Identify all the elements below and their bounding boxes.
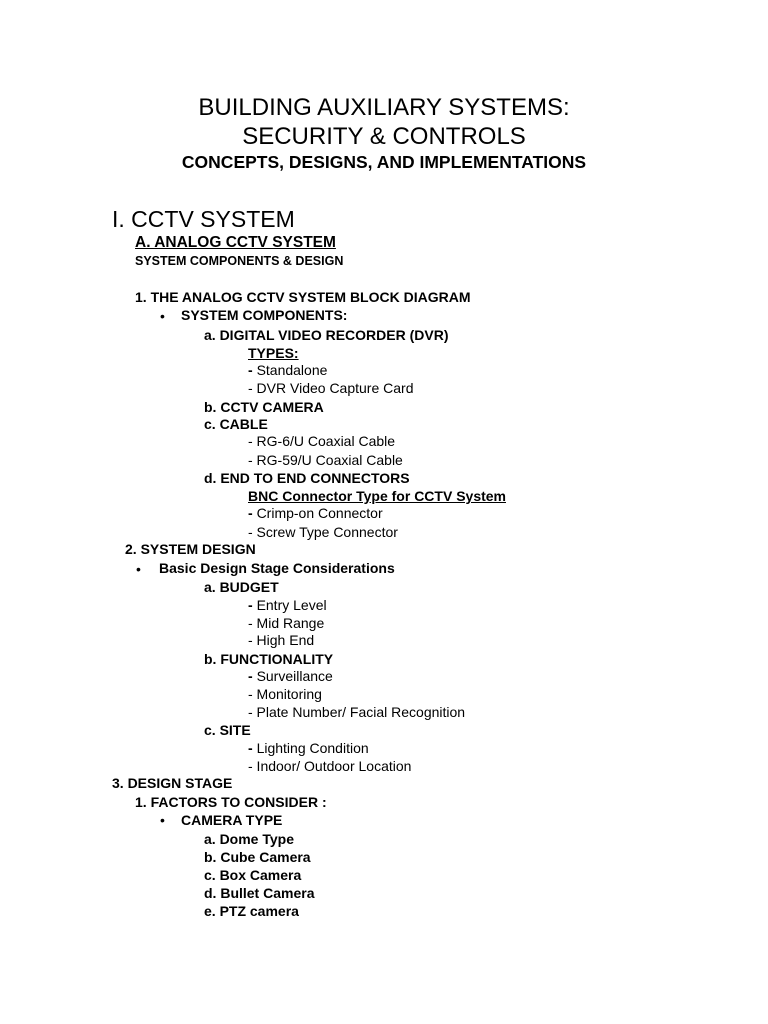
- dash-marker: -: [248, 740, 257, 756]
- camera-box: c. Box Camera: [204, 867, 302, 883]
- dvr-type-capture-card: - DVR Video Capture Card: [248, 380, 414, 396]
- subsection-heading-analog: A. ANALOG CCTV SYSTEM: [135, 234, 336, 251]
- item-system-design: 2. SYSTEM DESIGN: [125, 541, 256, 557]
- cable-rg6: - RG-6/U Coaxial Cable: [248, 433, 396, 449]
- dvr-type-standalone: [248, 363, 327, 377]
- site-lighting: [248, 741, 369, 755]
- camera-dome: a. Dome Type: [204, 831, 294, 847]
- budget-entry-text: Entry Level: [256, 597, 327, 613]
- item-site: c. SITE: [204, 722, 251, 738]
- func-surveillance-text: Surveillance: [256, 668, 333, 684]
- dash-marker: -: [248, 505, 257, 521]
- item-block-diagram: 1. THE ANALOG CCTV SYSTEM BLOCK DIAGRAM: [135, 289, 471, 305]
- budget-high: - High End: [248, 632, 315, 648]
- dash-marker: -: [248, 668, 257, 684]
- func-recognition: - Plate Number/ Facial Recognition: [248, 704, 466, 720]
- connector-crimp: [248, 506, 383, 520]
- doc-title-line2: SECURITY & CONTROLS: [242, 123, 526, 150]
- item-budget: a. BUDGET: [204, 579, 279, 595]
- doc-title-line1: BUILDING AUXILIARY SYSTEMS:: [198, 94, 570, 121]
- bullet-icon: •: [136, 561, 141, 577]
- budget-mid: - Mid Range: [248, 615, 325, 631]
- func-monitoring: - Monitoring: [248, 686, 322, 702]
- site-location: - Indoor/ Outdoor Location: [248, 758, 412, 774]
- camera-bullet: d. Bullet Camera: [204, 885, 315, 901]
- connector-crimp-text: Crimp-on Connector: [256, 505, 383, 521]
- doc-subtitle: CONCEPTS, DESIGNS, AND IMPLEMENTATIONS: [181, 152, 587, 172]
- camera-ptz: e. PTZ camera: [204, 903, 299, 919]
- dvr-type-standalone-text: Standalone: [256, 362, 328, 378]
- item-cable: c. CABLE: [204, 416, 268, 432]
- connector-screw: - Screw Type Connector: [248, 524, 398, 540]
- camera-cube: b. Cube Camera: [204, 849, 311, 865]
- bullet-icon: •: [160, 308, 165, 324]
- item-cctv-camera: b. CCTV CAMERA: [204, 399, 324, 415]
- bullet-icon: •: [160, 812, 165, 828]
- bnc-connector-label: BNC Connector Type for CCTV System: [248, 488, 506, 504]
- item-connectors: d. END TO END CONNECTORS: [204, 470, 410, 486]
- dvr-types-label: TYPES:: [248, 345, 299, 361]
- item-design-stage: 3. DESIGN STAGE: [112, 775, 233, 791]
- site-lighting-text: Lighting Condition: [256, 740, 369, 756]
- section-heading-cctv: I. CCTV SYSTEM: [112, 206, 295, 232]
- dash-marker: -: [248, 362, 257, 378]
- dash-marker: -: [248, 597, 257, 613]
- item-functionality: b. FUNCTIONALITY: [204, 651, 334, 667]
- item-factors: 1. FACTORS TO CONSIDER :: [135, 794, 327, 810]
- func-surveillance: [248, 669, 333, 683]
- bullet-basic-design: Basic Design Stage Considerations: [159, 560, 395, 576]
- budget-entry: [248, 598, 327, 612]
- item-dvr: a. DIGITAL VIDEO RECORDER (DVR): [204, 327, 449, 343]
- cable-rg59: - RG-59/U Coaxial Cable: [248, 452, 403, 468]
- bullet-camera-type: CAMERA TYPE: [181, 812, 283, 828]
- subsection-subtitle: SYSTEM COMPONENTS & DESIGN: [135, 254, 344, 268]
- bullet-system-components: SYSTEM COMPONENTS:: [181, 307, 348, 323]
